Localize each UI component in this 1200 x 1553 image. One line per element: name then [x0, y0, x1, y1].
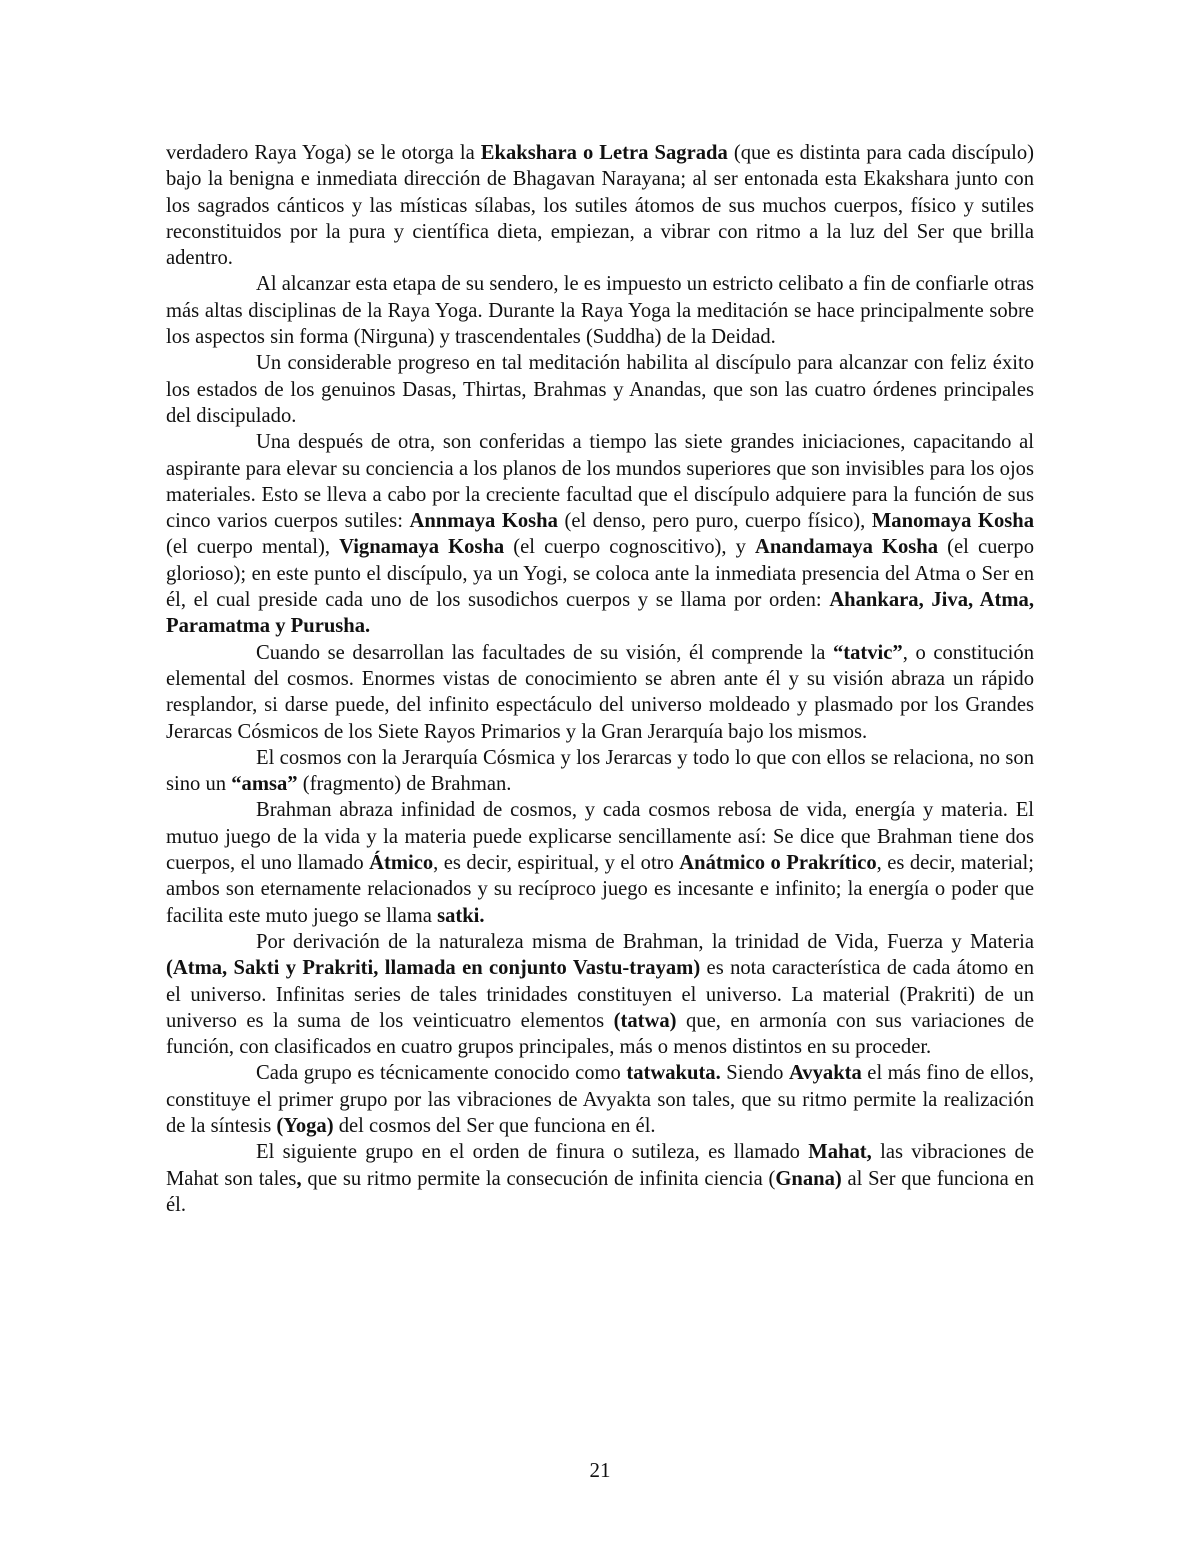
text-run: Brahman abraza infinidad de cosmos, y cada cosmos rebosa de vida, energía y materia. El mutuo juego de la vida y la materia puede explicarse sencillamente así: Se dice que Brahman tiene dos cuerpos, el uno llamado	[166, 799, 1034, 875]
paragraph	[166, 140, 1034, 271]
text-run: , es decir, material; ambos son eternamente relacionados y su recíproco juego es incesante e infinito; la energía o poder que facilita este muto juego se llama	[166, 852, 1034, 927]
text-run: es nota característica de cada átomo en el universo. Infinitas series de tales trinidades constituyen el universo. La material (Prakriti) de un universo es la suma de los veinticuatro elementos	[166, 957, 1034, 1032]
text-run: que, en armonía con sus variaciones de función, con clasificados en cuatro grupos principales, más o menos distintos en su proceder.	[166, 1009, 1034, 1059]
bold-term: Ahankara, Jiva, Atma, Paramatma y Purusha.	[166, 589, 1034, 638]
bold-term: (Yoga)	[276, 1114, 334, 1137]
text-run: Un considerable progreso en tal meditación habilita al discípulo para alcanzar con feliz éxito los estados de los genuinos Dasas, Thirtas, Brahmas y Anandas, que son las cuatro órdenes principales del discipulado.	[166, 352, 1034, 427]
bold-term: satki.	[437, 904, 485, 927]
bold-term: Átmico	[369, 852, 434, 875]
paragraph	[166, 271, 1034, 350]
bold-term: Mahat,	[808, 1141, 872, 1164]
bold-term: Anátmico o Prakrítico	[679, 852, 877, 875]
text-run: Siendo	[720, 1062, 789, 1085]
paragraph	[166, 745, 1034, 798]
text-run: (el denso, pero puro, cuerpo físico),	[557, 510, 872, 533]
paragraph	[166, 1139, 1034, 1218]
text-run: las vibraciones de Mahat son tales	[166, 1141, 1034, 1190]
text-run: , o constitución elemental del cosmos. Enormes vistas de conocimiento se abren ante él y su visión abraza un rápido resplandor, si darse puede, del infinito espectáculo del universo moldeado y plasmado por los Grandes Jerarcas Cósmicos de los Siete Rayos Primarios y la Gran Jerarquía bajo los mismos.	[166, 641, 1034, 743]
paragraph	[166, 429, 1034, 639]
text-run: (el cuerpo glorioso); en este punto el discípulo, ya un Yogi, se coloca ante la inmediata presencia del Atma o Ser en él, el cual preside cada uno de los susodichos cuerpos y se llama por orden:	[166, 536, 1035, 612]
bold-term: (tatwa)	[613, 1009, 677, 1032]
body-text	[166, 140, 1034, 1218]
text-run: que su ritmo permite la consecución de infinita ciencia (	[301, 1167, 776, 1190]
bold-term: Manomaya Kosha	[871, 510, 1035, 533]
text-run: (el cuerpo cognoscitivo), y	[504, 536, 755, 559]
text-run: el más fino de ellos, constituye el primer grupo por las vibraciones de Avyakta son tales, que su ritmo permite la realización de la síntesis	[166, 1062, 1034, 1137]
bold-term: Gnana)	[775, 1167, 842, 1190]
text-run: del cosmos del Ser que funciona en él.	[333, 1114, 656, 1137]
text-run: El cosmos con la Jerarquía Cósmica y los Jerarcas y todo lo que con ellos se relaciona, no son sino un	[166, 746, 1034, 796]
text-run: Por derivación de la naturaleza misma de Brahman, la trinidad de Vida, Fuerza y Materia	[256, 930, 1034, 953]
bold-term: Avyakta	[788, 1062, 862, 1085]
text-run: (que es distinta para cada discípulo) bajo la benigna e inmediata dirección de Bhagavan Narayana; al ser entonada esta Ekakshara junto con los sagrados cánticos y las místicas sílabas, los sutiles átomos de sus muchos cuerpos, físico y sutiles reconstituidos por la pura y científica dieta, empiezan, a vibrar con ritmo a la luz del Ser que brilla adentro.	[166, 142, 1034, 270]
paragraph	[166, 640, 1034, 745]
bold-term: tatwakuta.	[626, 1062, 721, 1085]
paragraph	[166, 797, 1034, 928]
bold-term: Vignamaya Kosha	[339, 536, 505, 559]
text-run: al Ser que funciona en él.	[166, 1167, 1034, 1216]
bold-term: Anandamaya Kosha	[755, 536, 939, 559]
text-run: Al alcanzar esta etapa de su sendero, le es impuesto un estricto celibato a fin de confiarle otras más altas disciplinas de la Raya Yoga. Durante la Raya Yoga la meditación se hace principalmente sobre los aspectos sin forma (Nirguna) y trascendentales (Suddha) de la Deidad.	[166, 273, 1034, 349]
text-run: Cuando se desarrollan las facultades de su visión, él comprende la	[256, 641, 833, 664]
paragraph	[166, 1060, 1034, 1139]
paragraph	[166, 350, 1034, 429]
text-run: Cada grupo es técnicamente conocido como	[256, 1062, 627, 1085]
text-run: Una después de otra, son conferidas a tiempo las siete grandes iniciaciones, capacitando al aspirante para elevar su conciencia a los planos de los mundos superiores que son invisibles para los ojos materiales. Esto se lleva a cabo por la creciente facultad que el discípulo adquiere para la función de sus cinco varios cuerpos sutiles:	[166, 431, 1034, 533]
bold-term: Ekakshara o Letra Sagrada	[480, 142, 728, 164]
bold-term: Annmaya Kosha	[409, 510, 558, 533]
text-run: , es decir, espiritual, y el otro	[433, 852, 680, 875]
page-number: 21	[589, 1458, 611, 1482]
bold-term: “amsa”	[231, 773, 298, 796]
bold-term: (Atma, Sakti y Prakriti, llamada en conjunto Vastu-trayam)	[166, 957, 701, 980]
text-run: El siguiente grupo en el orden de finura o sutileza, es llamado	[256, 1141, 809, 1164]
text-run: verdadero Raya Yoga) se le otorga la	[166, 142, 481, 164]
text-run: (fragmento) de Brahman.	[297, 773, 512, 796]
paragraph	[166, 929, 1034, 1060]
bold-term: ,	[296, 1167, 302, 1190]
text-run: (el cuerpo mental),	[166, 536, 340, 559]
bold-term: “tatvic”	[832, 641, 903, 664]
